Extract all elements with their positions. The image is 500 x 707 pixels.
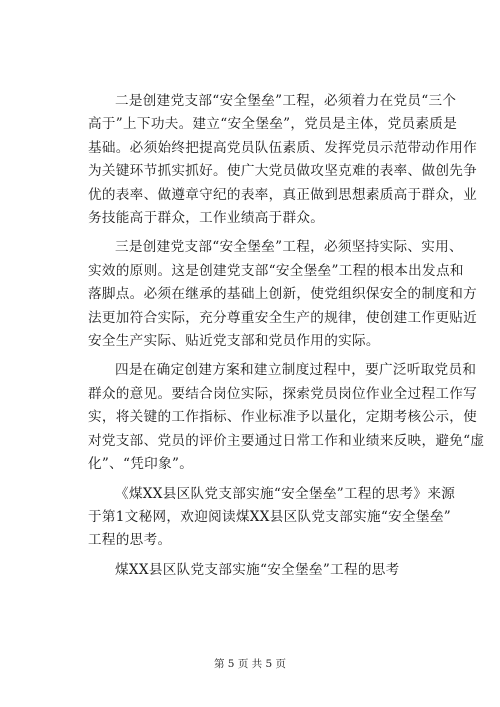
text-line: 务技能高于群众，工作业绩高于群众。 (88, 210, 325, 227)
text-line: 《煤XX县区队党支部实施“安全堡垒”工程的思考》来源 (115, 485, 456, 502)
text-line: 二是创建党支部“安全堡垒”工程，必须着力在党员“三个 (115, 93, 457, 109)
text-line: 实效的原则。这是创建党支部“安全堡垒”工程的根本出发点和 (88, 262, 464, 279)
document-body (88, 90, 485, 588)
text-line: 对党支部、党员的评价主要通过日常工作和业绩来反映，避免“虚 (88, 432, 485, 449)
paragraph-2 (88, 90, 478, 230)
text-line: 于第1文秘网，欢迎阅读煤XX县区队党支部实施“安全堡垒” (88, 508, 451, 525)
text-line: 煤XX县区队党支部实施“安全堡垒”工程的思考 (115, 561, 400, 578)
paragraph-3 (88, 236, 478, 353)
source-note-paragraph (88, 483, 456, 553)
text-line: 三是创建党支部“安全堡垒”工程，必须坚持实际、实用、 (115, 239, 463, 256)
title-paragraph (88, 559, 424, 582)
text-line: 基础。必须始终把提高党员队伍素质、发挥党员示范带动作用作 (88, 139, 478, 156)
text-line: 四是在确定创建方案和建立制度过程中，要广泛听取党员和 (115, 362, 477, 379)
page-number-footer: 第 5 页 共 5 页 (213, 658, 287, 670)
text-line: 为关键环节抓实抓好。使广大党员做攻坚克难的表率、做创先争 (88, 163, 478, 180)
text-line: 落脚点。必须在继承的基础上创新，使党组织保安全的制度和方 (88, 286, 478, 303)
text-line: 工程的思考。 (88, 532, 172, 549)
text-line: 化”、“凭印象”。 (88, 456, 194, 473)
text-line: 群众的意见。要结合岗位实际，探索党员岗位作业全过程工作写 (88, 385, 478, 402)
text-line: 安全生产实际、贴近党支部和党员作用的实际。 (88, 333, 380, 350)
text-line: 优的表率、做遵章守纪的表率，真正做到思想素质高于群众，业 (88, 186, 478, 203)
text-line: 高于”上下功夫。建立“安全堡垒”，党员是主体，党员素质是 (88, 116, 458, 133)
paragraph-4 (88, 359, 485, 476)
text-line: 法更加符合实际，充分尊重安全生产的规律，使创建工作更贴近 (88, 309, 478, 326)
text-line: 实，将关键的工作指标、作业标准予以量化，定期考核公示，使 (88, 409, 478, 426)
